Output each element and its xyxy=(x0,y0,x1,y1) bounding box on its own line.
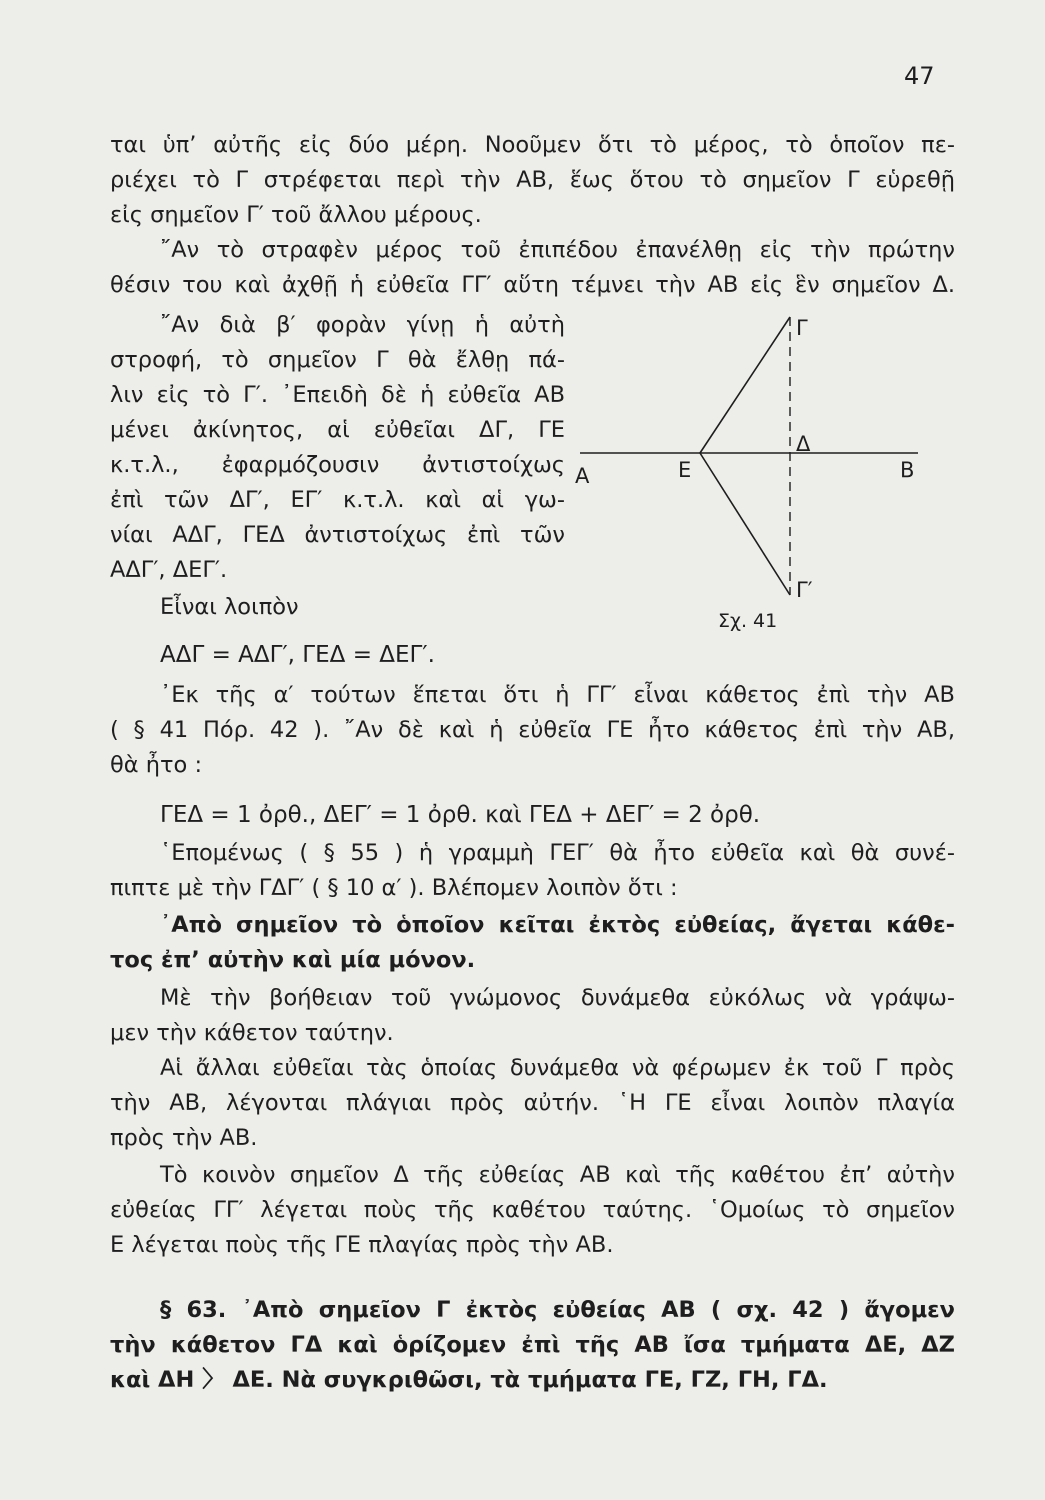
angle-equality-formula: ΑΔΓ = ΑΔΓ′, ΓΕΔ = ΔΕΓ′. xyxy=(160,642,435,668)
paragraph-1-line-2: ριέχει τὸ Γ στρέφεται περὶ τὴν ΑΒ, ἕως ὅτου τὸ σημεῖον Γ εὑρεθῇ xyxy=(110,167,955,193)
label-g: Γ xyxy=(796,316,808,340)
figure-caption: Σχ. 41 xyxy=(718,610,778,632)
section-63-line-1: § 63. ᾿Απὸ σημεῖον Γ ἐκτὸς εὐθείας ΑΒ ( σχ. 42 ) ἄγομεν xyxy=(160,1297,955,1323)
paragraph-3-line-3: λιν εἰς τὸ Γ′. ᾿Επειδὴ δὲ ἡ εὐθεῖα ΑΒ xyxy=(110,382,565,408)
paragraph-6-line-1: Μὲ τὴν βοήθειαν τοῦ γνώμονος δυνάμεθα εὐκόλως νὰ γράψω- xyxy=(160,985,955,1011)
paragraph-4-line-2: ( § 41 Πόρ. 42 ). ῎Αν δὲ καὶ ἡ εὐθεῖα ΓΕ ἦτο κάθετος ἐπὶ τὴν ΑΒ, xyxy=(110,717,955,743)
paragraph-3-line-7: νίαι ΑΔΓ, ΓΕΔ ἀντιστοίχως ἐπὶ τῶν xyxy=(110,522,565,548)
paragraph-8-line-1: Τὸ κοινὸν σημεῖον Δ τῆς εὐθείας ΑΒ καὶ τῆς καθέτου ἐπ’ αὐτὴν xyxy=(160,1162,955,1188)
paragraph-3-line-5: κ.τ.λ., ἐφαρμόζουσιν ἀντιστοίχως xyxy=(110,452,565,478)
paragraph-3-line-2: στροφή, τὸ σημεῖον Γ θὰ ἔλθῃ πά- xyxy=(110,347,565,373)
paragraph-3-line-4: μένει ἀκίνητος, αἱ εὐθεῖαι ΔΓ, ΓΕ xyxy=(110,417,565,443)
theorem-line-1: ᾿Απὸ σημεῖον τὸ ὁποῖον κεῖται ἐκτὸς εὐθείας, ἄγεται κάθε- xyxy=(160,912,955,938)
paragraph-6-line-2: μεν τὴν κάθετον ταύτην. xyxy=(110,1020,394,1046)
paragraph-8-line-2: εὐθείας ΓΓ′ λέγεται ποὺς τῆς καθέτου ταύτης. ῾Ομοίως τὸ σημεῖον xyxy=(110,1197,955,1223)
therefore-text: Εἶναι λοιπὸν xyxy=(160,594,299,620)
label-b: Β xyxy=(900,458,915,482)
segment-ge xyxy=(700,317,790,453)
paragraph-3-line-1: ῎Αν διὰ β′ φορὰν γίνῃ ἡ αὐτὴ xyxy=(160,312,565,338)
paragraph-4-line-3: θὰ ἦτο : xyxy=(110,752,203,778)
paragraph-4-line-1: ᾿Εκ τῆς α′ τούτων ἕπεται ὅτι ἡ ΓΓ′ εἶναι κάθετος ἐπὶ τὴν ΑΒ xyxy=(160,682,955,708)
paragraph-5-line-1: ῾Επομένως ( § 55 ) ἡ γραμμὴ ΓΕΓ′ θὰ ἦτο εὐθεῖα καὶ θὰ συνέ- xyxy=(160,840,955,866)
paragraph-7-line-3: πρὸς τὴν ΑΒ. xyxy=(110,1125,258,1151)
paragraph-1-line-1: ται ὑπ’ αὐτῆς εἰς δύο μέρη. Νοοῦμεν ὅτι τὸ μέρος, τὸ ὁποῖον πε- xyxy=(110,132,955,158)
section-63-line-2: τὴν κάθετον ΓΔ καὶ ὁρίζομεν ἐπὶ τῆς ΑΒ ἴσα τμήματα ΔΕ, ΔΖ xyxy=(110,1332,955,1358)
paragraph-8-line-3: Ε λέγεται ποὺς τῆς ΓΕ πλαγίας πρὸς τὴν ΑΒ. xyxy=(110,1232,614,1258)
paragraph-7-line-2: τὴν ΑΒ, λέγονται πλάγιαι πρὸς αὐτήν. ῾Η ΓΕ εἶναι λοιπὸν πλαγία xyxy=(110,1090,955,1116)
label-a: Α xyxy=(575,464,590,488)
label-e: Ε xyxy=(678,458,692,482)
label-d: Δ xyxy=(796,432,811,456)
label-g-prime: Γ′ xyxy=(796,578,813,602)
paragraph-5-line-2: πιπτε μὲ τὴν ΓΔΓ′ ( § 10 α′ ). Βλέπομεν λοιπὸν ὅτι : xyxy=(110,875,678,901)
theorem-line-2: τος ἐπ’ αὐτὴν καὶ μία μόνον. xyxy=(110,947,476,973)
paragraph-3-line-6: ἐπὶ τῶν ΔΓ′, ΕΓ′ κ.τ.λ. καὶ αἱ γω- xyxy=(110,487,565,513)
paragraph-3-line-8: ΑΔΓ′, ΔΕΓ′. xyxy=(110,557,228,583)
segment-eg-prime xyxy=(700,453,790,595)
section-63-line-3: καὶ ΔΗ 〉 ΔΕ. Νὰ συγκριθῶσι, τὰ τμήματα ΓΕ, ΓΖ, ΓΗ, ΓΔ. xyxy=(110,1367,828,1393)
paragraph-2-line-2: θέσιν του καὶ ἀχθῇ ἡ εὐθεῖα ΓΓ′ αὕτη τέμνει τὴν ΑΒ εἰς ἓν σημεῖον Δ. xyxy=(110,272,955,298)
page-number: 47 xyxy=(904,62,935,90)
paragraph-2-line-1: ῎Αν τὸ στραφὲν μέρος τοῦ ἐπιπέδου ἐπανέλθῃ εἰς τὴν πρώτην xyxy=(160,237,955,263)
paragraph-7-line-1: Αἱ ἄλλαι εὐθεῖαι τὰς ὁποίας δυνάμεθα νὰ φέρωμεν ἐκ τοῦ Γ πρὸς xyxy=(160,1055,955,1081)
right-angle-formula: ΓΕΔ = 1 ὀρθ., ΔΕΓ′ = 1 ὀρθ. καὶ ΓΕΔ + ΔΕΓ′ = 2 ὀρθ. xyxy=(160,802,761,828)
figure-41 xyxy=(560,305,940,655)
paragraph-1-line-3: εἰς σημεῖον Γ′ τοῦ ἄλλου μέρους. xyxy=(110,202,482,228)
